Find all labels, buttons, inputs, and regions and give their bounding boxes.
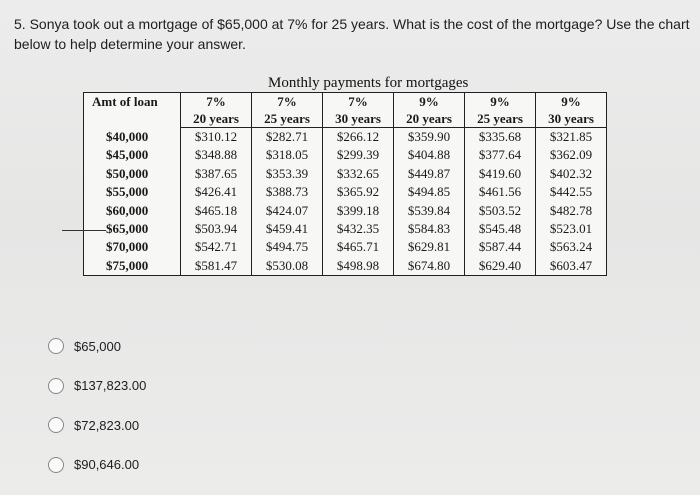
column-term-header: 25 years: [465, 110, 536, 128]
answer-option-2[interactable]: [48, 376, 146, 396]
column-rate-header: 9%: [465, 93, 536, 111]
radio-button[interactable]: [48, 457, 64, 473]
loan-amount-cell: $45,000: [84, 146, 181, 164]
payment-cell: $299.39: [323, 146, 394, 164]
radio-button[interactable]: [48, 417, 64, 433]
payment-cell: $387.65: [181, 165, 252, 183]
pen-mark-line: [62, 230, 106, 231]
loan-amount-cell: $50,000: [84, 165, 181, 183]
loan-amount-cell: $75,000: [84, 257, 181, 276]
payment-cell: $348.88: [181, 146, 252, 164]
payment-cell: $530.08: [252, 257, 323, 276]
column-term-header: 20 years: [394, 110, 465, 128]
loan-amount-cell: $70,000: [84, 238, 181, 256]
question-text: 5. Sonya took out a mortgage of $65,000 at 7% for 25 years. What is the cost of the mortgage? Use the chart below to help determine your answer.: [14, 16, 690, 52]
payment-cell: $563.24: [536, 238, 607, 256]
loan-amount-cell: $65,000: [84, 220, 181, 238]
answer-option-label: $137,823.00: [74, 378, 147, 393]
table-row: [84, 202, 607, 220]
table-row: [84, 183, 607, 201]
payment-cell: $419.60: [465, 165, 536, 183]
payment-cell: $362.09: [536, 146, 607, 164]
payment-cell: $494.75: [252, 238, 323, 256]
radio-button[interactable]: [48, 378, 64, 394]
answer-option-label: $72,823.00: [74, 417, 140, 433]
payment-cell: $388.73: [252, 183, 323, 201]
amount-column-header: Amt of loan: [84, 93, 181, 128]
payment-cell: $365.92: [323, 183, 394, 201]
payment-cell: $432.35: [323, 220, 394, 238]
table-row: [84, 257, 607, 276]
payment-cell: $402.32: [536, 165, 607, 183]
table-row: [84, 165, 607, 183]
mortgage-payment-table: [83, 92, 607, 276]
payment-cell: $404.88: [394, 146, 465, 164]
answer-option-1[interactable]: [48, 336, 146, 356]
payment-cell: $482.78: [536, 202, 607, 220]
payment-cell: $321.85: [536, 128, 607, 147]
payment-cell: $310.12: [181, 128, 252, 147]
table-title: Monthly payments for mortgages: [268, 75, 469, 91]
answer-options: [48, 336, 146, 494]
column-rate-header: 7%: [323, 93, 394, 111]
payment-cell: $426.41: [181, 183, 252, 201]
answer-option-3[interactable]: [48, 415, 146, 435]
column-term-header: 30 years: [323, 110, 394, 128]
column-term-header: 30 years: [536, 110, 607, 128]
payment-cell: $629.81: [394, 238, 465, 256]
payment-cell: $503.52: [465, 202, 536, 220]
payment-cell: $523.01: [536, 220, 607, 238]
payment-cell: $449.87: [394, 165, 465, 183]
payment-cell: $318.05: [252, 146, 323, 164]
payment-cell: $542.71: [181, 238, 252, 256]
radio-button[interactable]: [48, 338, 64, 354]
payment-cell: $498.98: [323, 257, 394, 276]
table-row: [84, 238, 607, 256]
column-rate-header: 7%: [252, 93, 323, 111]
payment-cell: $581.47: [181, 257, 252, 276]
table-row: [84, 146, 607, 164]
payment-cell: $584.83: [394, 220, 465, 238]
payment-cell: $461.56: [465, 183, 536, 201]
payment-cell: $266.12: [323, 128, 394, 147]
column-rate-header: 9%: [394, 93, 465, 111]
table-header-rate-row: [84, 93, 607, 111]
payment-cell: $465.71: [323, 238, 394, 256]
payment-cell: $494.85: [394, 183, 465, 201]
answer-option-label: $90,646.00: [74, 457, 140, 472]
payment-cell: $442.55: [536, 183, 607, 201]
payment-cell: $377.64: [465, 146, 536, 164]
column-term-header: 20 years: [181, 110, 252, 128]
payment-cell: $399.18: [323, 202, 394, 220]
loan-amount-cell: $40,000: [84, 128, 181, 147]
table-row: [84, 128, 607, 147]
answer-option-label: $65,000: [74, 338, 121, 354]
payment-cell: $459.41: [252, 220, 323, 238]
payment-cell: $674.80: [394, 257, 465, 276]
payment-cell: $465.18: [181, 202, 252, 220]
payment-cell: $353.39: [252, 165, 323, 183]
payment-cell: $282.71: [252, 128, 323, 147]
table-row: [84, 220, 607, 238]
payment-cell: $424.07: [252, 202, 323, 220]
payment-cell: $545.48: [465, 220, 536, 238]
payment-cell: $629.40: [465, 257, 536, 276]
column-rate-header: 9%: [536, 93, 607, 111]
payment-cell: $359.90: [394, 128, 465, 147]
payment-cell: $335.68: [465, 128, 536, 147]
column-rate-header: 7%: [181, 93, 252, 111]
payment-cell: $332.65: [323, 165, 394, 183]
column-term-header: 25 years: [252, 110, 323, 128]
payment-cell: $603.47: [536, 257, 607, 276]
loan-amount-cell: $55,000: [84, 183, 181, 201]
payment-cell: $539.84: [394, 202, 465, 220]
loan-amount-cell: $60,000: [84, 202, 181, 220]
answer-option-4[interactable]: [48, 455, 146, 475]
payment-cell: $503.94: [181, 220, 252, 238]
payment-cell: $587.44: [465, 238, 536, 256]
